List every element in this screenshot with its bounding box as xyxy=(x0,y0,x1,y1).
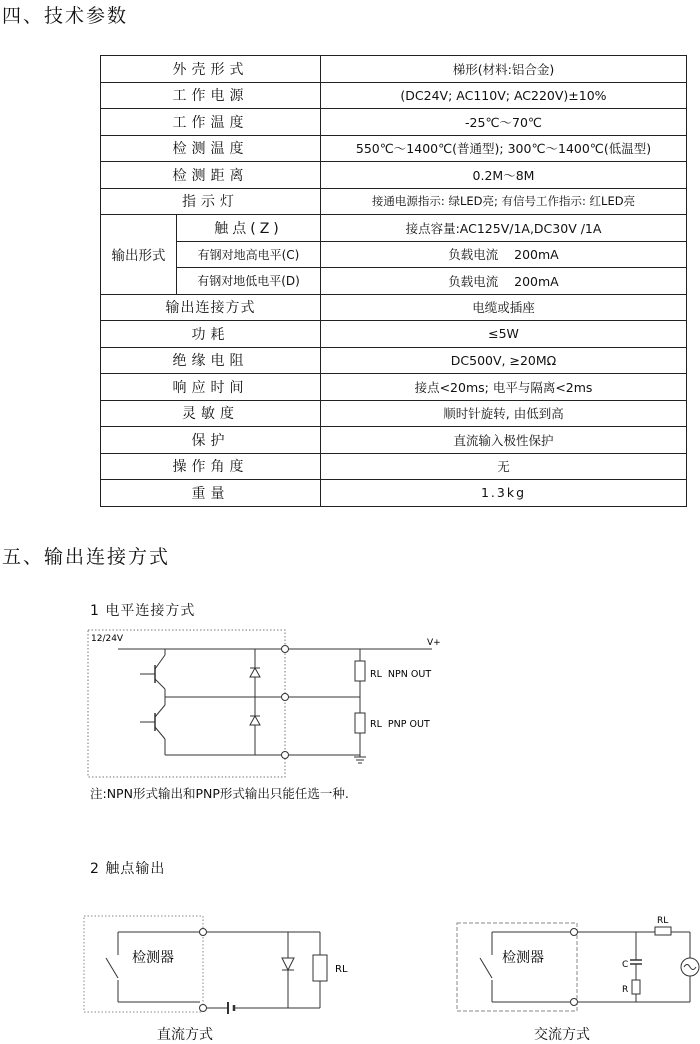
row-label: 重量 xyxy=(101,480,321,507)
terminal-circle xyxy=(571,999,578,1006)
spec-table xyxy=(100,55,687,507)
c-label: C xyxy=(622,960,629,970)
row-value: 0.2M～8M xyxy=(321,162,687,189)
table-row xyxy=(101,56,687,83)
table-row xyxy=(101,453,687,480)
row-label: 检测温度 xyxy=(101,135,321,162)
diode-icon xyxy=(250,668,260,677)
table-row xyxy=(101,241,687,268)
detector-label: 检测器 xyxy=(502,950,544,966)
row-label: 功耗 xyxy=(101,321,321,348)
row-label: 工作电源 xyxy=(101,82,321,109)
table-row xyxy=(101,268,687,295)
row-label: 灵敏度 xyxy=(101,400,321,427)
sub-row-label: 触点(Z) xyxy=(177,215,321,242)
output-form-label: 输出形式 xyxy=(101,215,177,295)
row-value: 负载电流 200mA xyxy=(321,241,687,268)
row-value: (DC24V; AC110V; AC220V)±10% xyxy=(321,82,687,109)
row-value: DC500V, ≥20MΩ xyxy=(321,347,687,374)
table-row xyxy=(101,427,687,454)
detector-label: 检测器 xyxy=(132,950,174,966)
row-value: 接点<20ms; 电平与隔离<2ms xyxy=(321,374,687,401)
enclosure-outline xyxy=(457,923,577,1011)
terminal-circle xyxy=(282,694,289,701)
resistor-npn-icon xyxy=(355,661,365,681)
table-row xyxy=(101,215,687,242)
rl-resistor-icon xyxy=(655,927,671,935)
row-value: 顺时针旋转, 由低到高 xyxy=(321,400,687,427)
row-value: 接点容量:AC125V/1A,DC30V /1A xyxy=(321,215,687,242)
table-row xyxy=(101,109,687,136)
npn-pnp-note: 注:NPN形式输出和PNP形式输出只能任选一种. xyxy=(90,786,349,801)
terminal-circle xyxy=(282,752,289,759)
row-label: 绝缘电阻 xyxy=(101,347,321,374)
terminal-circle xyxy=(571,929,578,936)
level-connection-heading: 1 电平连接方式 xyxy=(90,603,196,619)
r-resistor-icon xyxy=(632,980,640,994)
level-connection-diagram xyxy=(0,625,700,785)
row-label: 保护 xyxy=(101,427,321,454)
row-value: 梯形(材料:铝合金) xyxy=(321,56,687,83)
rl-label: RL xyxy=(335,964,348,975)
ac-contact-diagram xyxy=(0,910,700,1020)
section-title-output-connection: 五、输出连接方式 xyxy=(2,546,171,568)
table-row xyxy=(101,162,687,189)
row-value: 负载电流 200mA xyxy=(321,268,687,295)
diode-icon xyxy=(250,716,260,725)
table-row xyxy=(101,188,687,215)
v-plus-label: V+ xyxy=(427,638,441,648)
switch-icon xyxy=(480,958,492,978)
row-label: 外壳形式 xyxy=(101,56,321,83)
table-row xyxy=(101,480,687,507)
table-row xyxy=(101,135,687,162)
npn-out-label: RL NPN OUT xyxy=(370,669,432,680)
row-value: 1.3kg xyxy=(321,480,687,507)
row-label: 响应时间 xyxy=(101,374,321,401)
rl-label: RL xyxy=(657,916,669,926)
terminal-circle xyxy=(282,646,289,653)
pnp-out-label: RL PNP OUT xyxy=(370,719,430,730)
row-value: ≤5W xyxy=(321,321,687,348)
row-value: 接通电源指示: 绿LED亮; 有信号工作指示: 红LED亮 xyxy=(321,188,687,215)
resistor-pnp-icon xyxy=(355,713,365,733)
row-value: -25℃～70℃ xyxy=(321,109,687,136)
row-label: 工作温度 xyxy=(101,109,321,136)
row-label: 指示灯 xyxy=(101,188,321,215)
sub-row-label: 有钢对地低电平(D) xyxy=(177,268,321,295)
row-label: 操作角度 xyxy=(101,453,321,480)
r-label: R xyxy=(622,985,629,995)
contact-output-heading: 2 触点输出 xyxy=(90,861,166,877)
row-value: 550℃～1400℃(普通型); 300℃～1400℃(低温型) xyxy=(321,135,687,162)
table-row xyxy=(101,347,687,374)
row-label: 检测距离 xyxy=(101,162,321,189)
row-label: 输出连接方式 xyxy=(101,294,321,321)
supply-label: 12/24V xyxy=(91,634,124,644)
dc-caption: 直流方式 xyxy=(157,1027,213,1043)
sub-row-label: 有钢对地高电平(C) xyxy=(177,241,321,268)
row-value: 直流输入极性保护 xyxy=(321,427,687,454)
ac-caption: 交流方式 xyxy=(534,1027,590,1043)
row-value: 无 xyxy=(321,453,687,480)
table-row xyxy=(101,400,687,427)
table-row xyxy=(101,321,687,348)
section-title-tech-params: 四、技术参数 xyxy=(2,5,129,27)
table-row xyxy=(101,374,687,401)
table-row xyxy=(101,82,687,109)
row-value: 电缆或插座 xyxy=(321,294,687,321)
table-row xyxy=(101,294,687,321)
